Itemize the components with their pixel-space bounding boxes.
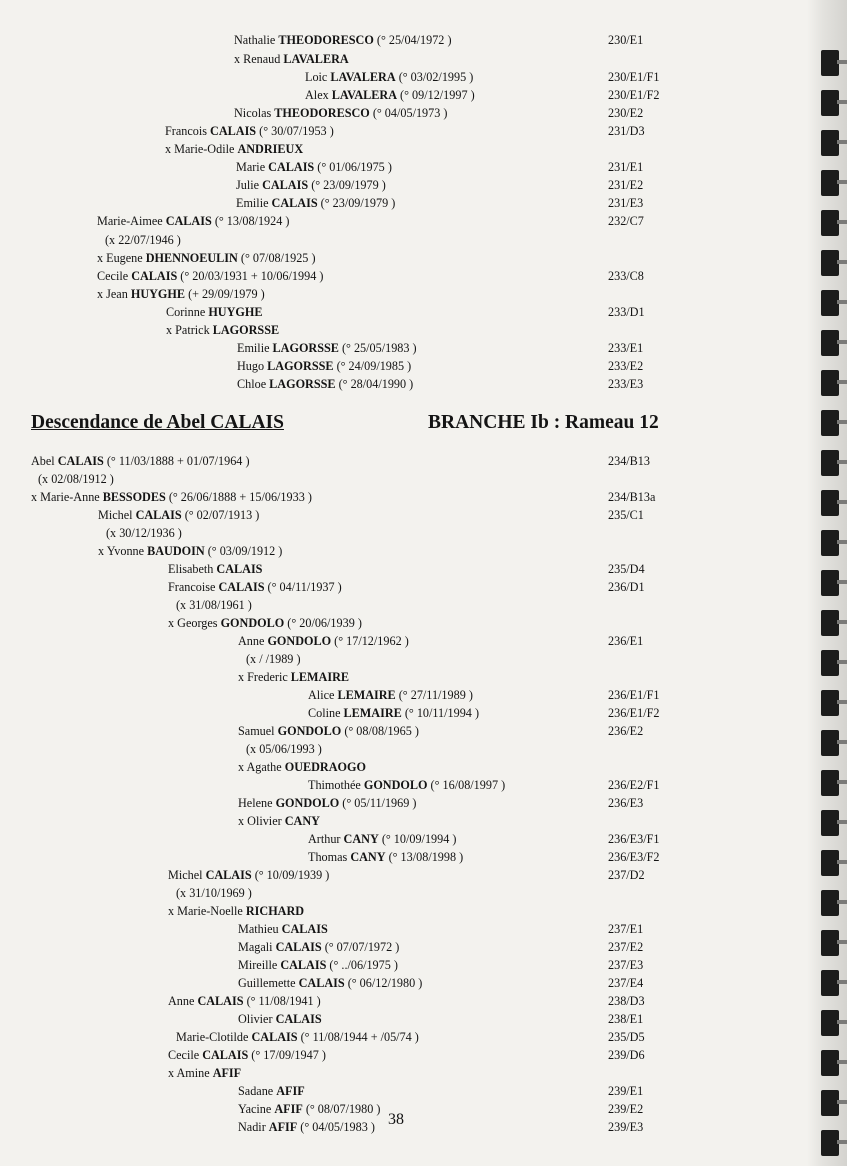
entry-text: (x 31/10/1969 ) [176,886,252,900]
surname: ANDRIEUX [237,142,304,156]
entry-text: Guillemette [238,976,299,990]
genealogy-entry [176,886,252,901]
page-number: 38 [388,1111,404,1128]
entry-text: x Renaud [234,52,284,66]
genealogy-entry [238,796,416,811]
reference-code: 236/E3/F1 [608,832,660,846]
surname: CALAIS [197,994,244,1008]
entry-text: (° 25/05/1983 ) [338,341,417,355]
genealogy-entry [238,922,328,937]
surname: LAVALERA [283,52,349,66]
reference-code: 238/D3 [608,994,645,1008]
entry-text: Michel [168,868,206,882]
reference-code: 238/E1 [608,1012,644,1026]
genealogy-entry [31,454,250,469]
genealogy-entry [98,508,259,523]
reference-code: 236/E2 [608,724,644,738]
entry-text: (° 11/08/1944 + /05/74 ) [297,1030,419,1044]
binding-ring [821,370,839,396]
entry-text: (° 24/09/1985 ) [333,359,412,373]
binding-ring [821,130,839,156]
reference-code: 230/E2 [608,106,644,120]
genealogy-entry [238,724,419,739]
genealogy-entry [165,142,303,157]
binding-ring [821,90,839,116]
entry-text: Helene [238,796,276,810]
genealogy-entry [168,1048,326,1063]
reference-code: 237/E4 [608,976,644,990]
entry-text: (° 20/03/1931 + 10/06/1994 ) [177,269,324,283]
genealogy-entry [238,958,398,973]
reference-code: 235/D4 [608,562,645,576]
entry-text: (° 03/09/1912 ) [204,544,283,558]
reference-code: 231/D3 [608,124,645,138]
section-title: Descendance de Abel CALAIS [31,412,284,433]
entry-text: x Agathe [238,760,285,774]
reference-code: 233/D1 [608,305,645,319]
reference-code: 237/E3 [608,958,644,972]
entry-text: (x 05/06/1993 ) [246,742,322,756]
entry-text: (° 05/11/1969 ) [339,796,417,810]
entry-text: x Marie-Odile [165,142,238,156]
genealogy-entry [234,33,452,48]
entry-text: x Olivier [238,814,285,828]
entry-text: Thomas [308,850,351,864]
entry-text: Marie-Clotilde [176,1030,252,1044]
genealogy-entry [236,160,392,175]
genealogy-entry [168,904,304,919]
surname: LEMAIRE [290,670,350,684]
surname: CANY [350,850,386,864]
reference-code: 233/E2 [608,359,644,373]
reference-code: 230/E1/F1 [608,70,660,84]
genealogy-entry [165,124,334,139]
reference-code: 234/B13 [608,454,650,468]
entry-text: (x / /1989 ) [246,652,301,666]
reference-code: 234/B13a [608,490,656,504]
surname: RICHARD [245,904,305,918]
reference-code: 233/E3 [608,377,644,391]
entry-text: Elisabeth [168,562,217,576]
genealogy-entry [176,598,252,613]
genealogy-entry [308,706,479,721]
entry-text: (° 06/12/1980 ) [344,976,423,990]
binding-ring [821,850,839,876]
binding-ring [821,1130,839,1156]
entry-text: Coline [308,706,344,720]
genealogy-entry [238,1120,375,1135]
surname: CANY [343,832,379,846]
entry-text: x Frederic [238,670,291,684]
genealogy-entry [308,688,473,703]
binding-ring [821,1090,839,1116]
surname: HUYGHE [130,287,186,301]
surname: CALAIS [281,922,328,936]
entry-text: Thimothée [308,778,364,792]
entry-text: (° 23/09/1979 ) [308,178,386,192]
reference-code: 236/E1 [608,634,644,648]
entry-text: (° 23/09/1979 ) [317,196,396,210]
binding-ring [821,690,839,716]
genealogy-entry [166,305,262,320]
surname: CALAIS [271,196,318,210]
entry-text: Arthur [308,832,344,846]
entry-text: x Marie-Noelle [168,904,246,918]
entry-text: Julie [236,178,263,192]
entry-text: (° 07/08/1925 ) [237,251,316,265]
binding-ring [821,610,839,636]
genealogy-entry [168,562,262,577]
surname: CALAIS [280,958,327,972]
reference-code: 235/D5 [608,1030,645,1044]
entry-text: Yacine [238,1102,275,1116]
binding-ring [821,930,839,956]
entry-text: x Eugene [97,251,146,265]
reference-code: 237/E1 [608,922,644,936]
surname: CALAIS [275,940,322,954]
surname: GONDOLO [277,724,342,738]
surname: CALAIS [57,454,104,468]
reference-code: 239/E2 [608,1102,644,1116]
entry-text: Corinne [166,305,209,319]
entry-text: (° ../06/1975 ) [326,958,398,972]
genealogy-entry [234,106,447,121]
genealogy-entry [238,940,399,955]
genealogy-entry [238,634,409,649]
surname: LAGORSSE [269,377,336,391]
entry-text: (x 02/08/1912 ) [38,472,114,486]
entry-text: (° 30/07/1953 ) [256,124,334,138]
binding-ring [821,770,839,796]
binding-ring [821,290,839,316]
genealogy-entry [176,1030,419,1045]
entry-text: Magali [238,940,276,954]
entry-text: Anne [238,634,268,648]
entry-text: (° 13/08/1998 ) [385,850,464,864]
entry-text: (° 08/07/1980 ) [302,1102,381,1116]
genealogy-entry [31,490,312,505]
entry-text: Hugo [237,359,268,373]
entry-text: (° 25/04/1972 ) [373,33,452,47]
reference-code: 231/E1 [608,160,644,174]
entry-text: (° 02/07/1913 ) [181,508,260,522]
surname: THEODORESCO [274,106,370,120]
entry-text: (° 07/07/1972 ) [321,940,400,954]
surname: CALAIS [131,269,178,283]
binding-ring [821,490,839,516]
reference-code: 231/E3 [608,196,644,210]
entry-text: Marie [236,160,269,174]
surname: CALAIS [298,976,345,990]
entry-text: x Yvonne [98,544,148,558]
surname: AFIF [274,1102,303,1116]
genealogy-entry [38,472,114,487]
surname: GONDOLO [267,634,332,648]
surname: CALAIS [268,160,315,174]
reference-code: 230/E1 [608,33,644,47]
reference-code: 230/E1/F2 [608,88,660,102]
genealogy-entry [238,760,366,775]
entry-text: (° 08/08/1965 ) [341,724,419,738]
binding-ring [821,650,839,676]
entry-text: (° 27/11/1989 ) [395,688,473,702]
genealogy-entry [168,994,321,1009]
entry-text: (x 31/08/1961 ) [176,598,252,612]
entry-text: Nadir [238,1120,269,1134]
entry-text: (° 09/12/1997 ) [397,88,475,102]
entry-text: (° 10/11/1994 ) [401,706,479,720]
genealogy-entry [97,251,316,266]
entry-text: (° 16/08/1997 ) [427,778,506,792]
entry-text: (° 17/12/1962 ) [331,634,409,648]
binding-ring [821,970,839,996]
genealogy-entry [97,287,265,302]
entry-text: (° 28/04/1990 ) [335,377,414,391]
surname: CALAIS [218,580,265,594]
entry-text: x Marie-Anne [31,490,103,504]
entry-text: Anne [168,994,198,1008]
genealogy-entry [97,269,323,284]
entry-text: Marie-Aimee [97,214,166,228]
surname: AFIF [276,1084,305,1098]
entry-text: (° 04/05/1973 ) [369,106,448,120]
genealogy-entry [308,832,456,847]
entry-text: Michel [98,508,136,522]
entry-text: (° 01/06/1975 ) [314,160,392,174]
binding-ring [821,530,839,556]
surname: CALAIS [262,178,309,192]
genealogy-entry [238,1102,380,1117]
entry-text: Alice [308,688,338,702]
reference-code: 233/C8 [608,269,644,283]
entry-text: Mathieu [238,922,282,936]
genealogy-entry [246,742,322,757]
surname: CALAIS [135,508,182,522]
entry-text: (° 20/06/1939 ) [284,616,362,630]
genealogy-entry [305,88,475,103]
genealogy-entry [168,868,329,883]
reference-code: 236/E3/F2 [608,850,660,864]
entry-text: (° 04/11/1937 ) [264,580,342,594]
entry-text: Mireille [238,958,281,972]
genealogy-entry [105,233,181,248]
surname: OUEDRAOGO [284,760,366,774]
binding-ring [821,170,839,196]
binding-ring [821,250,839,276]
genealogy-entry [98,544,282,559]
surname: THEODORESCO [278,33,374,47]
surname: LEMAIRE [337,688,396,702]
entry-text: Cecile [97,269,132,283]
genealogy-entry [236,178,386,193]
reference-code: 239/D6 [608,1048,645,1062]
reference-code: 239/E1 [608,1084,644,1098]
entry-text: (° 26/06/1888 + 15/06/1933 ) [165,490,312,504]
genealogy-entry [106,526,182,541]
reference-code: 236/E1/F1 [608,688,660,702]
surname: LAVALERA [330,70,396,84]
entry-text: (° 10/09/1994 ) [378,832,457,846]
entry-text: (x 30/12/1936 ) [106,526,182,540]
surname: LAGORSSE [267,359,334,373]
surname: GONDOLO [220,616,285,630]
entry-text: Chloe [237,377,270,391]
entry-text: x Amine [168,1066,213,1080]
spiral-binding [807,0,847,1166]
reference-code: 237/E2 [608,940,644,954]
entry-text: (° 17/09/1947 ) [248,1048,326,1062]
binding-ring [821,1010,839,1036]
binding-ring [821,570,839,596]
surname: CALAIS [210,124,257,138]
genealogy-entry [246,652,301,667]
genealogy-entry [234,52,349,67]
surname: LAGORSSE [272,341,339,355]
reference-code: 236/E3 [608,796,644,810]
binding-ring [821,730,839,756]
surname: BESSODES [102,490,166,504]
entry-text: (° 04/05/1983 ) [297,1120,375,1134]
entry-text: x Jean [97,287,131,301]
reference-code: 233/E1 [608,341,644,355]
genealogy-entry [308,778,505,793]
entry-text: Loic [305,70,331,84]
genealogy-entry [168,580,342,595]
reference-code: 236/E1/F2 [608,706,660,720]
entry-text: Abel [31,454,58,468]
genealogy-entry [237,377,413,392]
entry-text: Emilie [236,196,272,210]
surname: LAVALERA [331,88,397,102]
entry-text: x Patrick [166,323,213,337]
surname: CALAIS [251,1030,298,1044]
surname: CALAIS [165,214,212,228]
entry-text: Alex [305,88,332,102]
surname: CALAIS [202,1048,249,1062]
reference-code: 236/E2/F1 [608,778,660,792]
reference-code: 231/E2 [608,178,644,192]
entry-text: Samuel [238,724,278,738]
surname: AFIF [268,1120,298,1134]
surname: HUYGHE [208,305,263,319]
genealogy-entry [237,341,417,356]
surname: LEMAIRE [343,706,402,720]
entry-text: Olivier [238,1012,276,1026]
entry-text: Francois [165,124,211,138]
entry-text: Francoise [168,580,219,594]
reference-code: 232/C7 [608,214,644,228]
genealogy-entry [237,359,411,374]
entry-text: x Georges [168,616,221,630]
surname: LAGORSSE [212,323,280,337]
entry-text: (+ 29/09/1979 ) [185,287,265,301]
entry-text: Nicolas [234,106,275,120]
entry-text: (° 10/09/1939 ) [251,868,330,882]
entry-text: Nathalie [234,33,279,47]
entry-text: (° 11/03/1888 + 01/07/1964 ) [103,454,250,468]
binding-ring [821,1050,839,1076]
genealogy-entry [238,976,422,991]
entry-text: Emilie [237,341,273,355]
surname: AFIF [212,1066,242,1080]
genealogy-entry [166,323,279,338]
surname: CALAIS [205,868,252,882]
surname: BAUDOIN [147,544,205,558]
branch-title: BRANCHE Ib : Rameau 12 [428,412,659,433]
genealogy-entry [305,70,473,85]
binding-ring [821,210,839,236]
surname: CALAIS [275,1012,322,1026]
entry-text: (x 22/07/1946 ) [105,233,181,247]
genealogy-entry [238,814,320,829]
genealogy-entry [168,616,362,631]
surname: GONDOLO [363,778,428,792]
binding-ring [821,450,839,476]
binding-ring [821,50,839,76]
genealogy-entry [238,1012,322,1027]
genealogy-entry [238,670,349,685]
binding-ring [821,890,839,916]
entry-text: (° 13/08/1924 ) [211,214,290,228]
entry-text: (° 11/08/1941 ) [243,994,321,1008]
binding-ring [821,810,839,836]
entry-text: Sadane [238,1084,277,1098]
surname: CALAIS [216,562,263,576]
reference-code: 236/D1 [608,580,645,594]
genealogy-entry [168,1066,241,1081]
surname: DHENNOEULIN [145,251,238,265]
reference-code: 239/E3 [608,1120,644,1134]
reference-code: 237/D2 [608,868,645,882]
entry-text: Cecile [168,1048,203,1062]
binding-ring [821,330,839,356]
genealogy-entry [238,1084,305,1099]
genealogy-entry [97,214,289,229]
genealogy-entry [236,196,395,211]
surname: GONDOLO [275,796,340,810]
reference-code: 235/C1 [608,508,644,522]
genealogy-entry [308,850,463,865]
surname: CANY [284,814,320,828]
binding-ring [821,410,839,436]
entry-text: (° 03/02/1995 ) [395,70,474,84]
